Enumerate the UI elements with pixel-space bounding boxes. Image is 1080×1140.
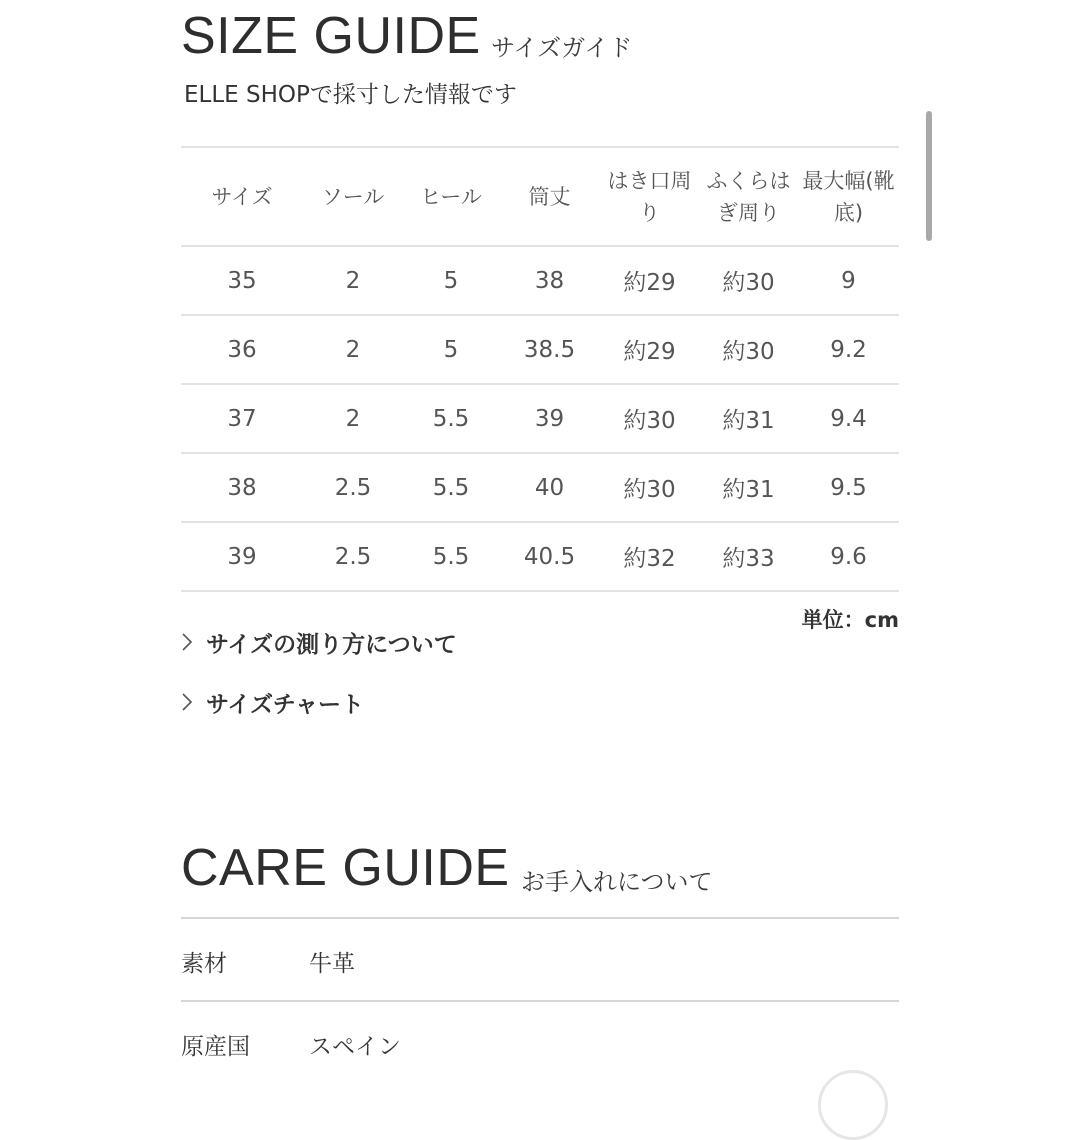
header-size: サイズ	[181, 147, 303, 246]
table-cell: 9.6	[798, 522, 899, 591]
origin-value: スペイン	[309, 1034, 401, 1060]
table-cell: 9.4	[798, 384, 899, 453]
table-row	[181, 453, 899, 522]
table-cell: 36	[181, 315, 303, 384]
table-row	[181, 246, 899, 315]
table-cell: 38	[499, 246, 600, 315]
table-cell: 約30	[699, 315, 798, 384]
table-scrollbar[interactable]	[926, 111, 932, 241]
table-cell: 2	[303, 384, 403, 453]
table-cell: 2	[303, 315, 403, 384]
care-guide-subtitle: お手入れについて	[521, 868, 713, 896]
header-opening-circumference: はき口周り	[600, 147, 699, 246]
header-sole: ソール	[303, 147, 403, 246]
divider	[181, 1000, 899, 1002]
divider	[181, 917, 899, 919]
header-heel: ヒール	[403, 147, 499, 246]
measurement-source-note: ELLE SHOPで採寸した情報です	[184, 82, 517, 108]
table-cell: 約31	[699, 384, 798, 453]
table-cell: 2.5	[303, 522, 403, 591]
table-cell: 37	[181, 384, 303, 453]
table-cell: 約30	[600, 384, 699, 453]
material-value: 牛革	[309, 951, 355, 977]
table-cell: 約32	[600, 522, 699, 591]
table-cell: 9	[798, 246, 899, 315]
size-table-header-row	[181, 147, 899, 246]
chevron-right-icon	[181, 631, 195, 653]
table-cell: 5.5	[403, 384, 499, 453]
care-guide-title: CARE GUIDE	[181, 839, 510, 897]
header-max-width: 最大幅(靴底)	[798, 147, 899, 246]
table-cell: 9.2	[798, 315, 899, 384]
material-label: 素材	[181, 951, 227, 977]
header-shaft-height: 筒丈	[499, 147, 600, 246]
table-cell: 39	[499, 384, 600, 453]
unit-label: 単位：cm	[801, 608, 899, 632]
table-cell: 9.5	[798, 453, 899, 522]
table-cell: 約30	[699, 246, 798, 315]
origin-label: 原産国	[181, 1034, 250, 1060]
table-cell: 40.5	[499, 522, 600, 591]
table-cell: 38	[181, 453, 303, 522]
size-chart-link[interactable]	[181, 685, 364, 719]
table-cell: 約29	[600, 246, 699, 315]
table-cell: 2.5	[303, 453, 403, 522]
table-cell: 40	[499, 453, 600, 522]
table-cell: 約29	[600, 315, 699, 384]
size-chart-label: サイズチャート	[206, 691, 365, 718]
table-cell: 約33	[699, 522, 798, 591]
size-table	[181, 146, 899, 592]
table-cell: 38.5	[499, 315, 600, 384]
table-row	[181, 522, 899, 591]
table-row	[181, 315, 899, 384]
how-to-measure-label: サイズの測り方について	[206, 631, 457, 658]
table-cell: 2	[303, 246, 403, 315]
table-cell: 5	[403, 246, 499, 315]
table-cell: 5.5	[403, 453, 499, 522]
size-guide-subtitle: サイズガイド	[491, 34, 633, 62]
table-cell: 約30	[600, 453, 699, 522]
table-cell: 約31	[699, 453, 798, 522]
floating-button-edge[interactable]	[818, 1070, 888, 1140]
chevron-right-icon	[181, 691, 195, 713]
table-cell: 5.5	[403, 522, 499, 591]
size-guide-title: SIZE GUIDE	[181, 7, 481, 65]
table-cell: 39	[181, 522, 303, 591]
table-cell: 35	[181, 246, 303, 315]
header-calf-circumference: ふくらはぎ周り	[699, 147, 798, 246]
table-row	[181, 384, 899, 453]
table-cell: 5	[403, 315, 499, 384]
how-to-measure-link[interactable]	[181, 625, 457, 659]
